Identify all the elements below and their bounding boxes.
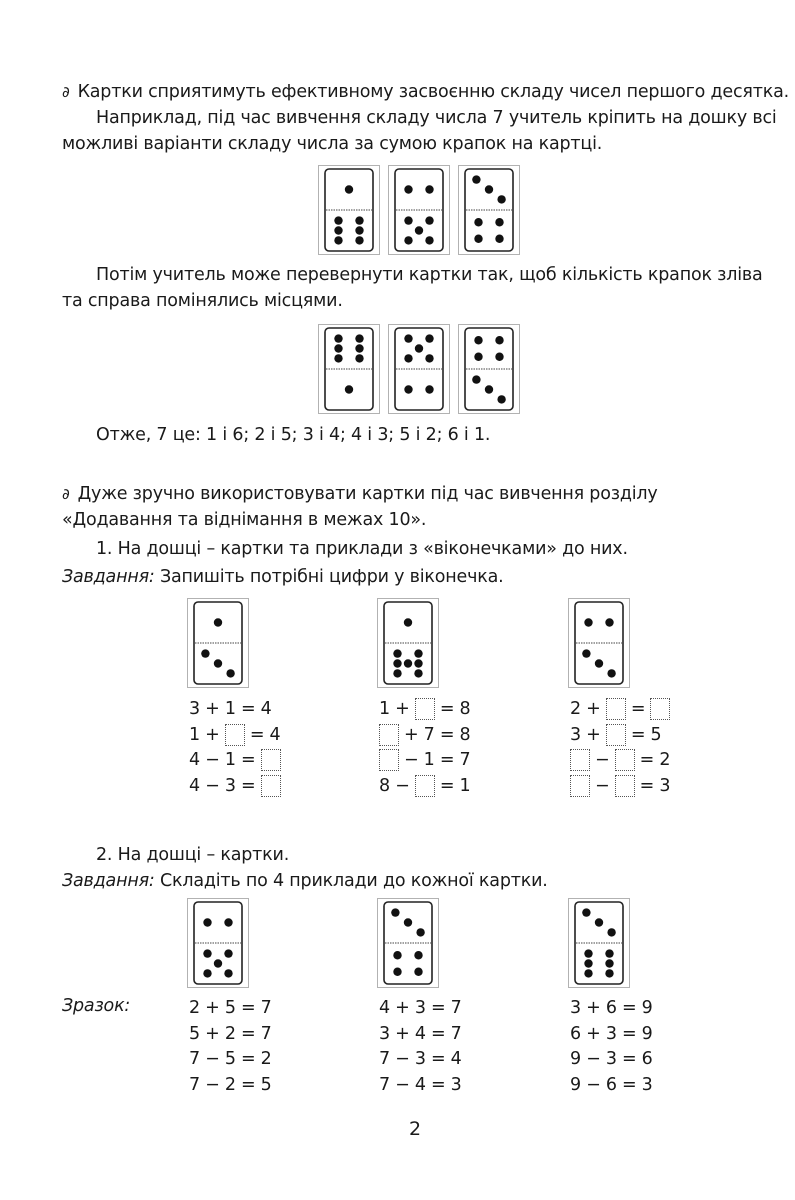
- task-text: Запишіть потрібні цифри у віконечка.: [159, 567, 504, 587]
- equation: [189, 723, 281, 747]
- domino-dot: [214, 959, 222, 967]
- equation-token: =: [240, 998, 256, 1018]
- equation-token: −: [595, 775, 610, 796]
- domino-card: [388, 324, 450, 414]
- equation-token: 6: [570, 1023, 582, 1044]
- equation-token: 3: [570, 998, 582, 1018]
- equation-token: 1: [423, 750, 435, 770]
- text: Дуже зручно використовувати картки під час вивчення розділу: [77, 484, 658, 504]
- domino-dot: [595, 659, 603, 667]
- equation-token: 5: [260, 1074, 272, 1095]
- domino-dot: [607, 669, 615, 677]
- equation-token: 3: [224, 775, 236, 796]
- equation: [189, 774, 281, 798]
- equation-token: =: [639, 775, 655, 796]
- domino-dot: [495, 218, 503, 226]
- equation-token: −: [205, 775, 220, 796]
- paragraph-mark-icon: ∂: [62, 83, 70, 101]
- equation-token: =: [621, 998, 637, 1018]
- equation-token: 1: [224, 699, 236, 719]
- domino-row: [318, 324, 520, 414]
- equation-token: 4: [189, 775, 201, 796]
- domino-dot: [414, 649, 422, 657]
- equation-token: 3: [605, 1049, 617, 1069]
- domino-dot: [414, 669, 422, 677]
- equation-token: =: [430, 998, 446, 1018]
- equation-token: +: [205, 998, 220, 1018]
- equation-token: 9: [570, 1074, 582, 1095]
- equation-token: 1: [224, 750, 236, 770]
- domino-dot: [414, 968, 422, 976]
- domino-dot: [495, 353, 503, 361]
- domino-dot: [425, 185, 433, 193]
- equation-token: 7: [450, 1023, 462, 1044]
- domino-dot: [404, 236, 412, 244]
- equation-token: 3: [414, 1049, 426, 1069]
- domino-card: [318, 165, 380, 255]
- domino-dot: [201, 649, 209, 657]
- equation-token: 4: [269, 724, 281, 745]
- answer-box[interactable]: [650, 698, 670, 720]
- equation-token: 3: [189, 699, 201, 719]
- equation: [570, 697, 670, 721]
- domino-card: [458, 324, 520, 414]
- domino-dot: [393, 968, 401, 976]
- equation-token: +: [395, 998, 410, 1018]
- equation-token: 9: [641, 998, 653, 1018]
- domino-dot: [582, 908, 590, 916]
- equation-token: −: [395, 1074, 410, 1095]
- equation-token: =: [439, 699, 455, 719]
- equation: [379, 723, 471, 747]
- sample-label: Зразок:: [62, 996, 131, 1016]
- domino-dot: [334, 226, 342, 234]
- domino-dot: [474, 218, 482, 226]
- equation-token: 7: [459, 750, 471, 770]
- domino-card: [568, 898, 630, 988]
- answer-box[interactable]: [261, 749, 281, 771]
- equation-token: −: [404, 750, 419, 770]
- domino-dot: [497, 195, 505, 203]
- equation: [379, 774, 471, 798]
- equation-token: 6: [605, 998, 617, 1018]
- equation-token: =: [240, 699, 256, 719]
- paragraph-line: Потім учитель може перевернути картки так, щоб кількість крапок зліва: [96, 265, 763, 285]
- task-label: Завдання:: [62, 871, 155, 891]
- answer-box[interactable]: [225, 724, 245, 746]
- equation-token: +: [404, 724, 419, 745]
- equation-token: =: [639, 750, 655, 770]
- equation: [570, 1073, 653, 1097]
- equation: [570, 748, 670, 772]
- domino-dot: [404, 618, 412, 626]
- equation-token: −: [586, 1049, 601, 1069]
- equation-token: 4: [260, 699, 272, 719]
- domino-dot: [474, 353, 482, 361]
- domino-dot: [582, 649, 590, 657]
- equation-token: 5: [650, 724, 662, 745]
- equation-token: 4: [450, 1049, 462, 1069]
- domino-dot: [425, 354, 433, 362]
- equation-token: 6: [605, 1074, 617, 1095]
- equation: [189, 697, 272, 721]
- domino-dot: [224, 918, 232, 926]
- domino-dot: [226, 669, 234, 677]
- answer-box[interactable]: [570, 749, 590, 771]
- domino-dot: [425, 385, 433, 393]
- answer-box[interactable]: [415, 698, 435, 720]
- answer-box[interactable]: [615, 749, 635, 771]
- answer-box[interactable]: [261, 775, 281, 797]
- domino-dot: [495, 336, 503, 344]
- domino-dot: [607, 928, 615, 936]
- equation-token: 4: [189, 750, 201, 770]
- equation-token: 2: [260, 1049, 272, 1069]
- domino-row: [318, 165, 520, 255]
- equation-token: =: [430, 1074, 446, 1095]
- equation-token: 2: [224, 1074, 236, 1095]
- domino-dot: [414, 951, 422, 959]
- equation-token: 7: [379, 1049, 391, 1069]
- domino-dot: [393, 659, 401, 667]
- domino-dot: [404, 385, 412, 393]
- domino-dot: [404, 216, 412, 224]
- task-text: Складіть по 4 приклади до кожної картки.: [159, 871, 548, 891]
- answer-box[interactable]: [379, 749, 399, 771]
- domino-dot: [203, 949, 211, 957]
- equation-token: 1: [459, 775, 471, 796]
- task-heading: 1. На дошці – картки та приклади з «віконечками» до них.: [96, 539, 628, 559]
- equation: [189, 748, 281, 772]
- equation: [570, 1047, 653, 1071]
- equation-token: 2: [224, 1023, 236, 1044]
- paragraph-line: «Додавання та віднімання в межах 10».: [62, 510, 427, 530]
- equation-token: 7: [260, 1023, 272, 1044]
- equation-token: =: [430, 1023, 446, 1044]
- domino-dot: [584, 618, 592, 626]
- domino-dot: [334, 354, 342, 362]
- domino-dot: [584, 949, 592, 957]
- domino-dot: [472, 175, 480, 183]
- equation-token: 8: [459, 699, 471, 719]
- domino-dot: [334, 216, 342, 224]
- domino-dot: [472, 375, 480, 383]
- domino-dot: [355, 216, 363, 224]
- equation-token: =: [249, 724, 265, 745]
- domino-dot: [414, 659, 422, 667]
- equation-token: =: [240, 1023, 256, 1044]
- domino-dot: [214, 618, 222, 626]
- conclusion: Отже, 7 це: 1 і 6; 2 і 5; 3 і 4; 4 і 3; 5 і 2; 6 і 1.: [96, 425, 491, 445]
- equation-token: 7: [260, 998, 272, 1018]
- domino-dot: [605, 969, 613, 977]
- equation-token: 1: [379, 699, 391, 719]
- equation: [570, 774, 670, 798]
- answer-box[interactable]: [415, 775, 435, 797]
- equation-token: =: [240, 775, 256, 796]
- domino-dot: [416, 928, 424, 936]
- domino-dot: [214, 659, 222, 667]
- domino-dot: [404, 659, 412, 667]
- equation-token: 8: [379, 775, 391, 796]
- domino-dot: [425, 334, 433, 342]
- equation-token: +: [586, 699, 601, 719]
- equation-token: +: [205, 724, 220, 745]
- domino-card: [377, 598, 439, 688]
- equation-token: +: [205, 699, 220, 719]
- domino-dot: [355, 226, 363, 234]
- domino-dot: [404, 354, 412, 362]
- paragraph-line: та справа помінялись місцями.: [62, 291, 343, 311]
- equation: [379, 748, 471, 772]
- equation-token: 9: [570, 1049, 582, 1069]
- answer-box[interactable]: [606, 724, 626, 746]
- equation: [189, 996, 272, 1020]
- equation: [379, 1073, 462, 1097]
- domino-dot: [391, 908, 399, 916]
- domino-dot: [425, 216, 433, 224]
- equation-token: 5: [224, 1049, 236, 1069]
- equation: [189, 1022, 272, 1046]
- equation-token: 3: [414, 998, 426, 1018]
- domino-dot: [595, 918, 603, 926]
- equation-token: 3: [570, 724, 582, 745]
- equation-token: 2: [570, 699, 582, 719]
- domino-dot: [605, 959, 613, 967]
- domino-card: [318, 324, 380, 414]
- equation: [189, 1073, 272, 1097]
- paragraph-mark-icon: ∂: [62, 485, 70, 503]
- equation: [379, 1022, 462, 1046]
- equation-token: 2: [189, 998, 201, 1018]
- equation-token: 4: [414, 1074, 426, 1095]
- domino-dot: [605, 949, 613, 957]
- paragraph-line: [62, 82, 789, 102]
- equation: [570, 723, 662, 747]
- text: Картки сприятимуть ефективному засвоєнню складу чисел першого десятка.: [77, 82, 789, 102]
- equation-token: =: [621, 1074, 637, 1095]
- domino-dot: [497, 395, 505, 403]
- domino-dot: [393, 951, 401, 959]
- task-heading: 2. На дошці – картки.: [96, 845, 290, 865]
- answer-box[interactable]: [379, 724, 399, 746]
- domino-dot: [485, 385, 493, 393]
- equation-token: +: [586, 1023, 601, 1044]
- domino-card: [568, 598, 630, 688]
- equation-token: −: [395, 1049, 410, 1069]
- equation-token: 1: [189, 724, 201, 745]
- equation-token: −: [205, 1074, 220, 1095]
- equation-token: 3: [450, 1074, 462, 1095]
- equation-token: 3: [641, 1074, 653, 1095]
- domino-dot: [355, 334, 363, 342]
- page-number: 2: [409, 1118, 421, 1140]
- domino-dot: [355, 354, 363, 362]
- equation-token: −: [586, 1074, 601, 1095]
- equation-token: −: [205, 750, 220, 770]
- domino-dot: [404, 185, 412, 193]
- domino-card: [458, 165, 520, 255]
- equation-token: −: [395, 775, 410, 796]
- domino-dot: [474, 235, 482, 243]
- equation-token: 3: [379, 1023, 391, 1044]
- equation-token: =: [240, 750, 256, 770]
- equation-token: 4: [379, 998, 391, 1018]
- equation-token: 4: [414, 1023, 426, 1044]
- domino-dot: [404, 334, 412, 342]
- equation: [379, 1047, 462, 1071]
- equation-token: +: [395, 699, 410, 719]
- domino-dot: [485, 185, 493, 193]
- equation-token: 3: [659, 775, 671, 796]
- equation-token: +: [205, 1023, 220, 1044]
- equation-token: =: [240, 1074, 256, 1095]
- domino-dot: [404, 918, 412, 926]
- equation: [379, 996, 462, 1020]
- domino-dot: [584, 959, 592, 967]
- equation-token: =: [439, 775, 455, 796]
- domino-dot: [584, 969, 592, 977]
- equation-token: =: [621, 1023, 637, 1044]
- domino-dot: [355, 344, 363, 352]
- domino-dot: [203, 969, 211, 977]
- paragraph-line: [62, 484, 658, 504]
- equation-token: 7: [189, 1074, 201, 1095]
- domino-dot: [495, 235, 503, 243]
- equation-token: =: [621, 1049, 637, 1069]
- equation-token: =: [439, 724, 455, 745]
- equation-token: 9: [641, 1023, 653, 1044]
- domino-dot: [224, 969, 232, 977]
- equation-token: =: [430, 1049, 446, 1069]
- equation-token: 5: [189, 1023, 201, 1044]
- task-line: [62, 567, 504, 587]
- task-line: [62, 871, 548, 891]
- equation-token: +: [586, 998, 601, 1018]
- equation: [570, 1022, 653, 1046]
- equation-token: =: [630, 699, 646, 719]
- equation-token: 7: [450, 998, 462, 1018]
- paragraph-line: можливі варіанти складу числа за сумою крапок на картці.: [62, 134, 603, 154]
- equation-token: =: [240, 1049, 256, 1069]
- equation-token: 2: [659, 750, 671, 770]
- equation-token: 7: [379, 1074, 391, 1095]
- domino-dot: [415, 344, 423, 352]
- equation: [570, 996, 653, 1020]
- task-label: Завдання:: [62, 567, 155, 587]
- equation-token: 3: [605, 1023, 617, 1044]
- domino-dot: [224, 949, 232, 957]
- domino-dot: [415, 226, 423, 234]
- domino-card: [388, 165, 450, 255]
- equation: [379, 697, 471, 721]
- equation-token: 7: [189, 1049, 201, 1069]
- equation: [189, 1047, 272, 1071]
- equation-token: 6: [641, 1049, 653, 1069]
- equation-token: +: [586, 724, 601, 745]
- domino-dot: [474, 336, 482, 344]
- domino-card: [377, 898, 439, 988]
- domino-card: [187, 898, 249, 988]
- equation-token: −: [205, 1049, 220, 1069]
- equation-token: =: [439, 750, 455, 770]
- domino-dot: [334, 334, 342, 342]
- domino-dot: [355, 236, 363, 244]
- answer-box[interactable]: [606, 698, 626, 720]
- domino-dot: [203, 918, 211, 926]
- equation-token: 8: [459, 724, 471, 745]
- domino-dot: [393, 669, 401, 677]
- domino-dot: [345, 185, 353, 193]
- equation-token: 5: [224, 998, 236, 1018]
- domino-card: [187, 598, 249, 688]
- equation-token: +: [395, 1023, 410, 1044]
- equation-token: =: [630, 724, 646, 745]
- paragraph-line: Наприклад, під час вивчення складу числа 7 учитель кріпить на дошку всі: [96, 108, 777, 128]
- domino-dot: [605, 618, 613, 626]
- equation-token: 7: [423, 724, 435, 745]
- domino-dot: [425, 236, 433, 244]
- equation-token: −: [595, 750, 610, 770]
- answer-box[interactable]: [615, 775, 635, 797]
- domino-dot: [334, 344, 342, 352]
- domino-dot: [334, 236, 342, 244]
- domino-dot: [345, 385, 353, 393]
- domino-dot: [393, 649, 401, 657]
- answer-box[interactable]: [570, 775, 590, 797]
